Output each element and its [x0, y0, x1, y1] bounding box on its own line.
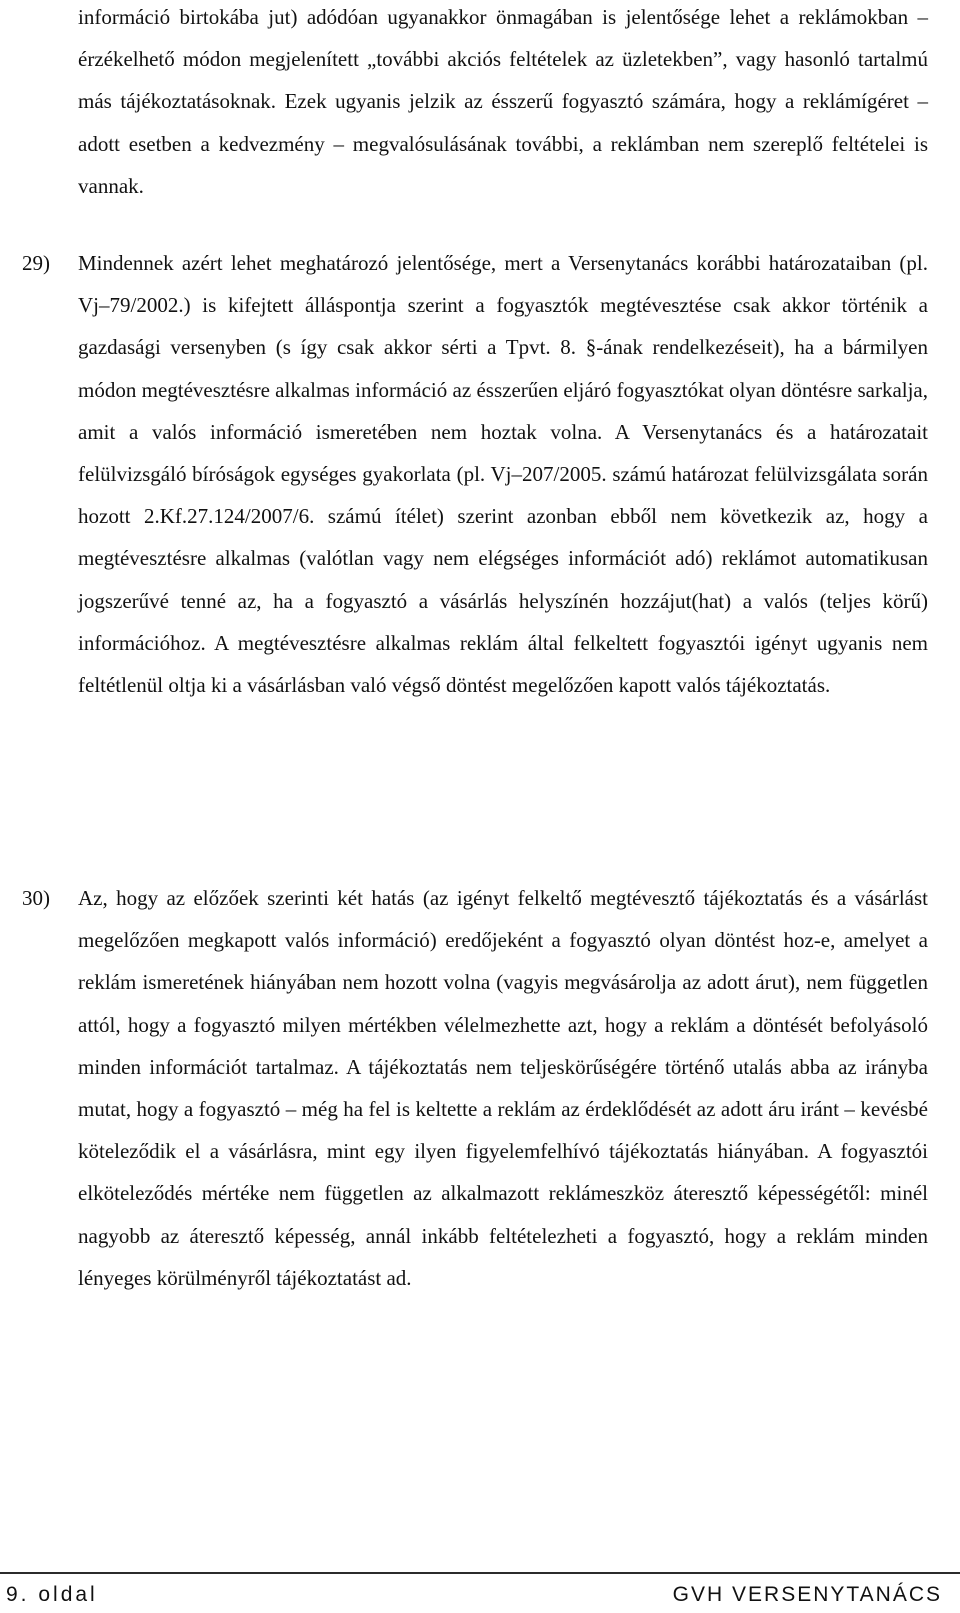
paragraph-29: Mindennek azért lehet meghatározó jelentősége, mert a Versenytanács korábbi határozataiban (pl. Vj–79/2002.) is kifejtett álláspontja szerint a fogyasztók megtévesztése csak akkor történik a gazdasági versenyben (s így csak akkor sérti a Tpvt. 8. §-ának rendelkezéseit), ha a bármilyen módon megtévesztésre alkalmas információ az ésszerűen eljáró fogyasztókat olyan döntésre sarkalja, amit a valós információ ismeretében nem hoztak volna. A Versenytanács és a határozatait felülvizsgáló bíróságok egységes gyakorlata (pl. Vj–207/2005. számú határozat felülvizsgálata során hozott 2.Kf.27.124/2007/6. számú ítélet) szerint azonban ebből nem következik az, hogy a megtévesztésre alkalmas (valótlan vagy nem elégséges információt adó) reklámot automatikusan jogszerűvé tenné az, ha a fogyasztó a vásárlás helyszínén hozzájut(hat) a valós (teljes körű) információhoz. A megtévesztésre alkalmas reklám által felkeltett fogyasztói igényt ugyanis nem feltétlenül oltja ki a vásárlásban való végső döntést megelőzően kapott valós tájékoztatás. [78, 251, 928, 698]
paragraph-29-number: 29) [22, 251, 50, 275]
footer-page-number: 9. oldal [6, 1583, 98, 1606]
paragraph-30: Az, hogy az előzőek szerinti két hatás (az igényt felkeltő megtévesztő tájékoztatás és a vásárlást megelőzően megkapott valós információ) eredőjeként a fogyasztó olyan döntést hoz-e, amelyet a reklám ismeretének hiányában nem hozott volna (vagyis megvásárolja az adott árut), nem független attól, hogy a fogyasztó milyen mértékben vélelmezhette azt, hogy a reklám a döntését befolyásoló minden információt tartalmaz. A tájékoztatás nem teljeskörűségére történő utalás abba az irányba mutat, hogy a fogyasztó – még ha fel is keltette a reklám az érdeklődését az adott áru iránt – kevésbé köteleződik el a vásárlásra, mint egy ilyen figyelemfelhívó tájékoztatás hiányában. A fogyasztói elköteleződés mértéke nem független az alkalmazott reklámeszköz áteresztő képességétől: minél nagyobb az áteresztő képesség, annál inkább feltételezheti a fogyasztó, hogy a reklám minden lényeges körülményről tájékoztatást ad. [78, 886, 928, 1290]
footer-divider [0, 1572, 960, 1574]
paragraph-30-number: 30) [22, 886, 50, 910]
paragraph-continuation: információ birtokába jut) adódóan ugyanakkor önmagában is jelentősége lehet a reklámokban – érzékelhető módon megjelenített „további akciós feltételek az üzletekben”, vagy hasonló tartalmú más tájékoztatásoknak. Ezek ugyanis jelzik az ésszerű fogyasztó számára, hogy a reklámígéret – adott esetben a kedvezmény – megvalósulásának további, a reklámban nem szereplő feltételei is vannak. [78, 5, 928, 198]
footer-organization: GVH VERSENYTANÁCS [672, 1583, 942, 1606]
